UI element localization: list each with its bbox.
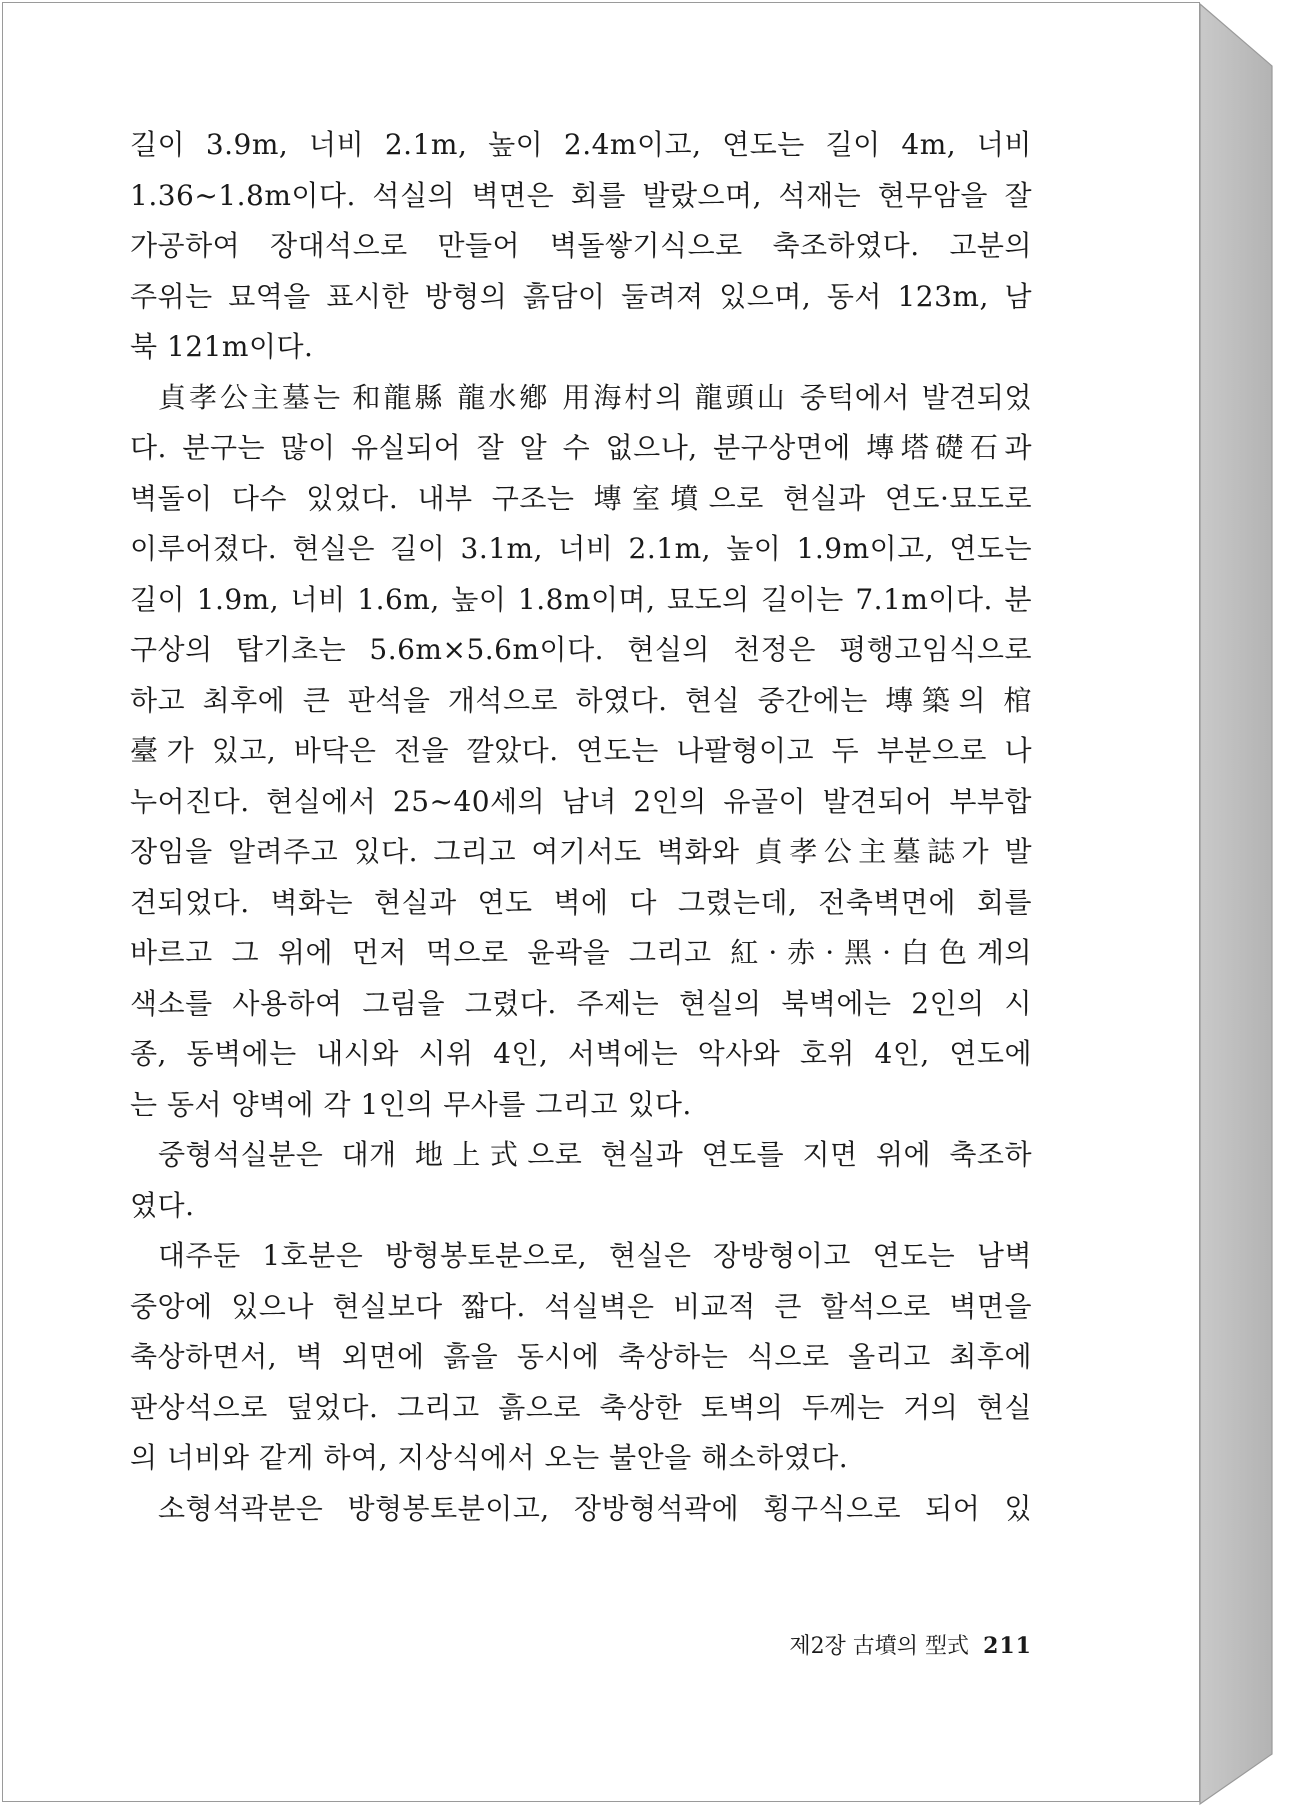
text-line: 길이 3.9m, 너비 2.1m, 높이 2.4m이고, 연도는 길이 4m, 너비 [130, 128, 1032, 161]
text-line: 다. 분구는 많이 유실되어 잘 알 수 없으나, 분구상면에 塼塔礎石과 [130, 431, 1032, 464]
text-line: 견되었다. 벽화는 현실과 연도 벽에 다 그렸는데, 전축벽면에 회를 [130, 885, 1032, 919]
text-line: 누어진다. 현실에서 25~40세의 남녀 2인의 유골이 발견되어 부부합 [130, 784, 1032, 818]
text-line: 대주둔 1호분은 방형봉토분으로, 현실은 장방형이고 연도는 남벽 [158, 1239, 1032, 1272]
running-footer [770, 1629, 1032, 1660]
text-line: 는 동서 양벽에 각 1인의 무사를 그리고 있다. [130, 1087, 692, 1121]
text-line: 판상석으로 덮었다. 그리고 흙으로 축상한 토벽의 두께는 거의 현실 [130, 1390, 1032, 1424]
text-line: 장임을 알려주고 있다. 그리고 여기서도 벽화와 貞孝公主墓誌가 발 [130, 835, 1032, 868]
text-line: 였다. [130, 1188, 195, 1222]
text-line: 1.36~1.8m이다. 석실의 벽면은 회를 발랐으며, 석재는 현무암을 잘 [130, 178, 1032, 212]
text-line: 종, 동벽에는 내시와 시위 4인, 서벽에는 악사와 호위 4인, 연도에 [130, 1037, 1032, 1070]
text-line: 이루어졌다. 현실은 길이 3.1m, 너비 2.1m, 높이 1.9m이고, 연도는 [130, 532, 1032, 565]
text-line: 臺가 있고, 바닥은 전을 깔았다. 연도는 나팔형이고 두 부분으로 나 [130, 734, 1032, 767]
text-line: 색소를 사용하여 그림을 그렸다. 주제는 현실의 북벽에는 2인의 시 [130, 986, 1032, 1020]
running-head: 제2장 古墳의 型式 [789, 1634, 970, 1659]
text-line: 貞孝公主墓는 和龍縣 龍水鄕 用海村의 龍頭山 중턱에서 발견되었 [158, 380, 1032, 414]
text-line: 중형석실분은 대개 地上式으로 현실과 연도를 지면 위에 축조하 [158, 1138, 1032, 1171]
text-line: 가공하여 장대석으로 만들어 벽돌쌓기식으로 축조하였다. 고분의 [130, 229, 1032, 262]
text-line: 주위는 묘역을 표시한 방형의 흙담이 둘려져 있으며, 동서 123m, 남 [130, 279, 1032, 313]
page-number: 211 [983, 1633, 1032, 1659]
text-line: 구상의 탑기초는 5.6m×5.6m이다. 현실의 천정은 평행고임식으로 [130, 633, 1032, 666]
text-line: 의 너비와 같게 하여, 지상식에서 오는 불안을 해소하였다. [130, 1441, 849, 1474]
text-line: 하고 최후에 큰 판석을 개석으로 하였다. 현실 중간에는 塼築의 棺 [130, 683, 1032, 717]
body-text [130, 120, 1032, 1534]
book-edge-side [1200, 4, 1272, 1804]
text-line: 바르고 그 위에 먼저 먹으로 윤곽을 그리고 紅·赤·黑·白色계의 [130, 936, 1032, 969]
text-line: 북 121m이다. [130, 330, 314, 363]
text-line: 중앙에 있으나 현실보다 짧다. 석실벽은 비교적 큰 할석으로 벽면을 [130, 1289, 1032, 1323]
text-line: 길이 1.9m, 너비 1.6m, 높이 1.8m이며, 묘도의 길이는 7.1m이다. 분 [130, 582, 1032, 616]
text-line: 벽돌이 다수 있었다. 내부 구조는 塼室墳으로 현실과 연도·묘도로 [130, 481, 1032, 515]
text-line: 축상하면서, 벽 외면에 흙을 동시에 축상하는 식으로 올리고 최후에 [130, 1340, 1032, 1373]
text-line: 소형석곽분은 방형봉토분이고, 장방형석곽에 횡구식으로 되어 있 [158, 1491, 1032, 1525]
